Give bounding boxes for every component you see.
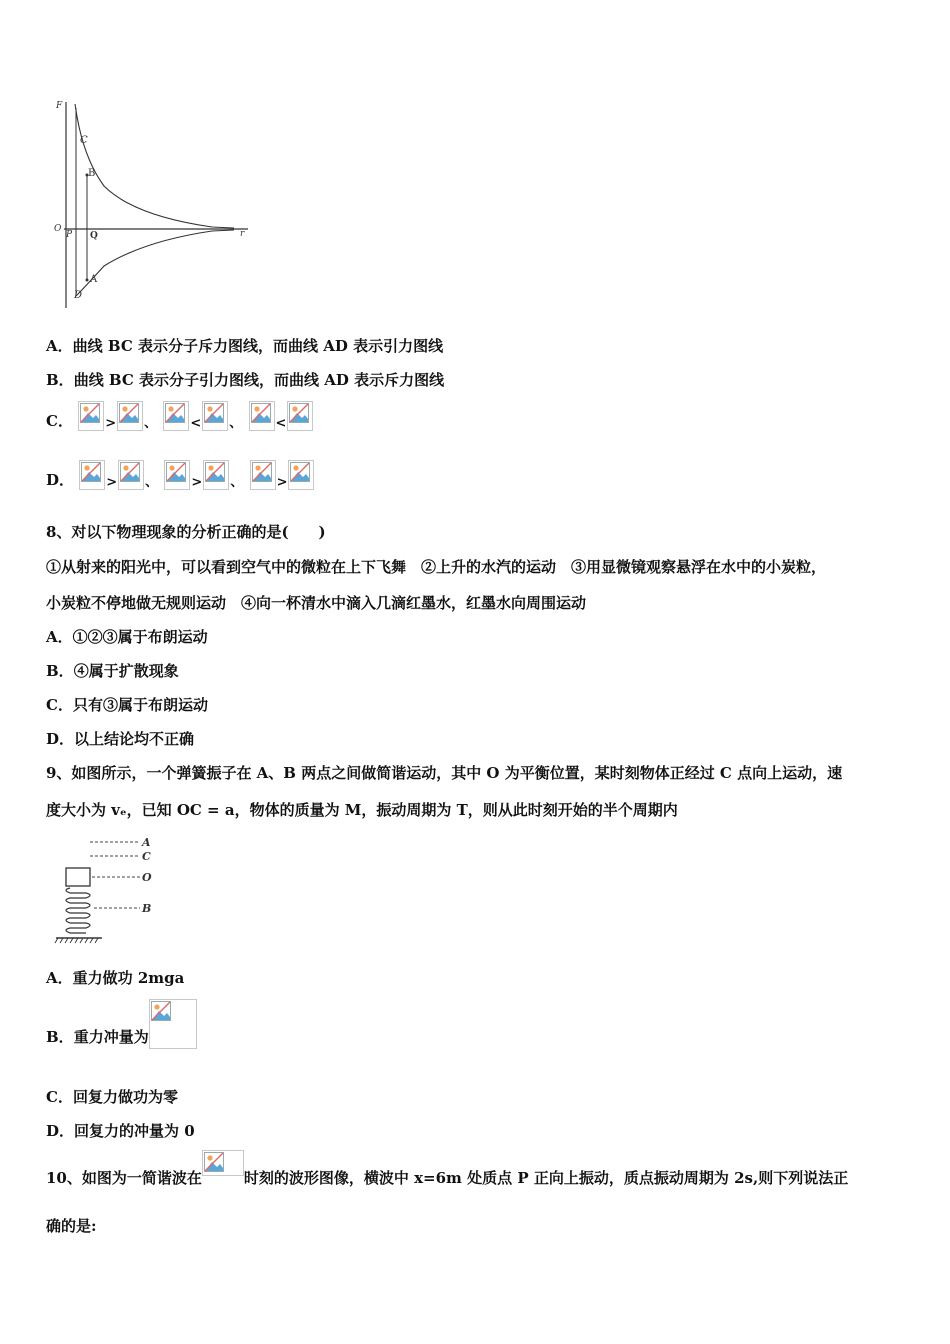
option-text: 曲线 BC 表示分子引力图线，而曲线 AD 表示斥力图线 bbox=[73, 371, 445, 389]
formula-image bbox=[78, 401, 104, 431]
q7-option-b bbox=[46, 370, 444, 390]
option-letter: A． bbox=[46, 337, 73, 355]
level-b-label: B bbox=[142, 902, 152, 915]
option-text: 回复力做功为零 bbox=[72, 1088, 178, 1106]
separator: 、 bbox=[229, 416, 243, 431]
q8-option-b bbox=[46, 661, 179, 681]
q7-option-d bbox=[46, 460, 314, 494]
q9-option-a bbox=[46, 968, 184, 988]
formula-image bbox=[79, 460, 105, 490]
point-a-dot bbox=[86, 279, 89, 282]
q9-stem-line-1: 9、如图所示，一个弹簧振子在 A、B 两点之间做简谐运动，其中 O 为平衡位置，某时刻物体正经过 C 点向上运动，速 bbox=[46, 764, 843, 782]
q7-option-c bbox=[46, 401, 313, 435]
option-letter: C． bbox=[46, 696, 73, 714]
formula-image bbox=[118, 460, 144, 490]
level-c-label: C bbox=[142, 850, 151, 863]
option-text: 重力冲量为 bbox=[73, 1028, 149, 1046]
formula-image bbox=[149, 999, 197, 1049]
broken-image-icon bbox=[289, 403, 309, 423]
q10-suffix: 时刻的波形图像，横波中 x=6m 处质点 P 正向上振动，质点振动周期为 2s,则下列说法正 bbox=[243, 1169, 849, 1187]
point-a-label: A bbox=[90, 274, 98, 285]
point-b-label: B bbox=[88, 168, 96, 179]
q7-option-a bbox=[46, 336, 443, 356]
broken-image-icon bbox=[204, 403, 224, 423]
option-text: ①②③属于布朗运动 bbox=[72, 628, 208, 646]
option-letter: A． bbox=[46, 628, 73, 646]
formula-image bbox=[288, 460, 314, 490]
comparison-operator: > bbox=[276, 475, 288, 490]
broken-image-icon bbox=[119, 403, 139, 423]
option-letter: D． bbox=[46, 1122, 75, 1140]
broken-image-icon bbox=[252, 462, 272, 482]
point-c-label: C bbox=[80, 135, 88, 146]
broken-image-icon bbox=[81, 462, 101, 482]
formula-image bbox=[202, 401, 228, 431]
formula-image bbox=[117, 401, 143, 431]
ground-hatch bbox=[55, 938, 98, 943]
q9-stem-line-2: 度大小为 vₑ，已知 OC = a，物体的质量为 M，振动周期为 T，则从此时刻开始的半个周期内 bbox=[46, 801, 678, 819]
point-q-label: Q bbox=[90, 231, 98, 241]
option-letter: C． bbox=[46, 1088, 73, 1106]
separator: 、 bbox=[145, 475, 159, 490]
broken-image-icon bbox=[80, 403, 100, 423]
formula-image bbox=[163, 401, 189, 431]
comparison-operator: < bbox=[275, 416, 287, 431]
q10-stem-line-2: 确的是: bbox=[46, 1217, 97, 1235]
broken-image-icon bbox=[165, 403, 185, 423]
comparison-operator: > bbox=[105, 416, 117, 431]
q9-option-c bbox=[46, 1087, 178, 1107]
spring-coil bbox=[66, 888, 90, 933]
option-text: 重力做功 2mga bbox=[72, 969, 185, 987]
formula-image bbox=[287, 401, 313, 431]
option-text: ④属于扩散现象 bbox=[73, 662, 179, 680]
origin-label: O bbox=[54, 224, 62, 234]
option-letter: B． bbox=[46, 662, 74, 680]
option-letter: C． bbox=[46, 412, 73, 430]
q8-context-line-2: 小炭粒不停地做无规则运动 ④向一杯清水中滴入几滴红墨水，红墨水向周围运动 bbox=[46, 594, 587, 612]
option-text: 曲线 BC 表示分子斥力图线，而曲线 AD 表示引力图线 bbox=[72, 337, 444, 355]
q9-option-b bbox=[46, 999, 197, 1051]
q9-option-d bbox=[46, 1121, 195, 1141]
time-formula-image bbox=[202, 1150, 244, 1176]
separator: 、 bbox=[144, 416, 158, 431]
level-a-label: A bbox=[142, 836, 151, 849]
attraction-curve-ad bbox=[76, 230, 234, 296]
spring-oscillator-figure bbox=[54, 832, 164, 947]
broken-image-icon bbox=[166, 462, 186, 482]
q8-context-line-1: ①从射来的阳光中，可以看到空气中的微粒在上下飞舞 ②上升的水汽的运动 ③用显微镜观察悬浮在水中的小炭粒， bbox=[46, 558, 827, 576]
q8-option-c bbox=[46, 695, 208, 715]
option-text: 回复力的冲量为 0 bbox=[74, 1122, 195, 1140]
comparison-operator: < bbox=[190, 416, 202, 431]
axis-f-label: F bbox=[56, 101, 63, 111]
q10-stem-line-1 bbox=[46, 1150, 849, 1187]
formula-image bbox=[250, 460, 276, 490]
option-letter: D． bbox=[46, 730, 75, 748]
option-letter: D． bbox=[46, 471, 75, 489]
broken-image-icon bbox=[290, 462, 310, 482]
repulsion-curve-bc bbox=[75, 104, 234, 228]
separator: 、 bbox=[230, 475, 244, 490]
q8-option-a bbox=[46, 627, 208, 647]
comparison-operator: > bbox=[106, 475, 118, 490]
force-distance-graph bbox=[44, 96, 256, 312]
broken-image-icon bbox=[205, 462, 225, 482]
oscillator-block bbox=[66, 868, 90, 886]
point-b-dot bbox=[86, 174, 89, 177]
comparison-operator: > bbox=[191, 475, 203, 490]
broken-image-icon bbox=[204, 1152, 224, 1172]
option-text: 以上结论均不正确 bbox=[74, 730, 195, 748]
formula-image bbox=[203, 460, 229, 490]
point-p-label: P bbox=[66, 230, 73, 240]
option-letter: B． bbox=[46, 371, 74, 389]
broken-image-icon bbox=[251, 403, 271, 423]
option-letter: B． bbox=[46, 1028, 74, 1046]
q8-stem: 8、对以下物理现象的分析正确的是( ) bbox=[46, 523, 326, 541]
level-o-label: O bbox=[142, 871, 152, 884]
q10-prefix: 10、如图为一简谐波在 bbox=[46, 1169, 202, 1187]
broken-image-icon bbox=[120, 462, 140, 482]
option-letter: A． bbox=[46, 969, 73, 987]
q8-option-d bbox=[46, 729, 194, 749]
formula-image bbox=[164, 460, 190, 490]
broken-image-icon bbox=[151, 1001, 171, 1021]
axis-r-label: r bbox=[240, 229, 245, 239]
formula-image bbox=[249, 401, 275, 431]
point-d-label: D bbox=[74, 290, 83, 301]
option-text: 只有③属于布朗运动 bbox=[72, 696, 208, 714]
